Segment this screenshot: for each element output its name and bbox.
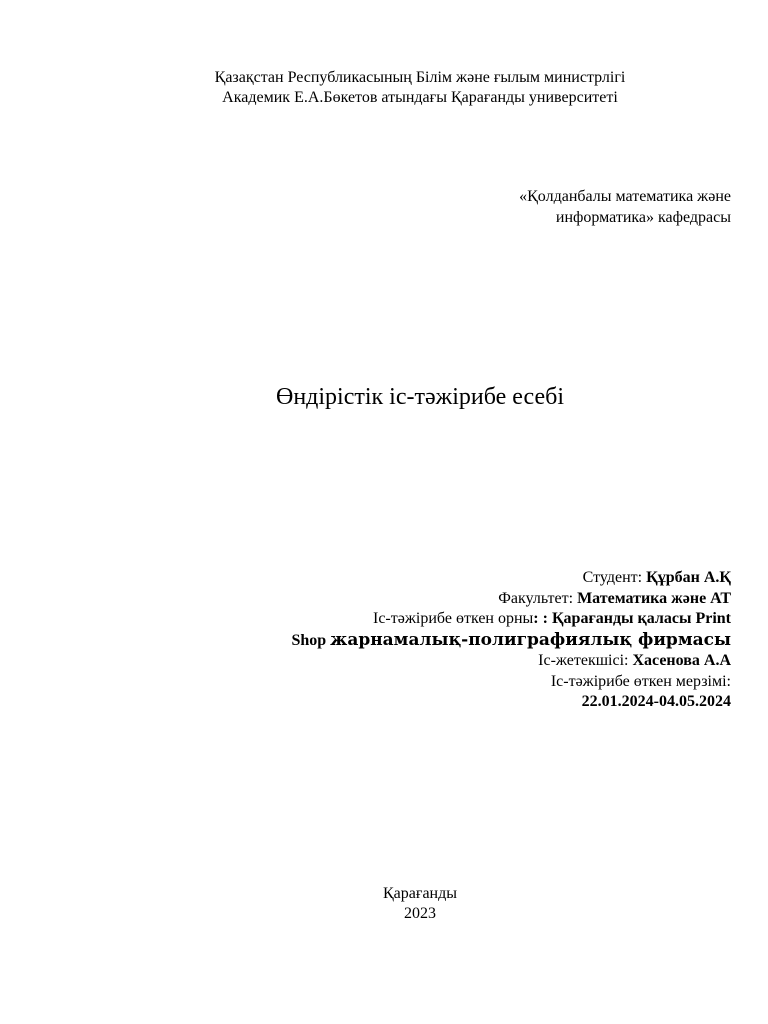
practice-place-value-cont-a: Shop xyxy=(291,631,331,649)
department-line-1: «Қолданбалы математика және xyxy=(519,188,731,205)
department-line-2: информатика» кафедрасы xyxy=(555,209,731,226)
student-row xyxy=(291,568,731,589)
practice-period-label-row xyxy=(291,672,731,693)
practice-period-label: Іс-тәжірибе өткен мерзімі: xyxy=(550,672,731,690)
faculty-value: Математика және АТ xyxy=(577,589,731,607)
practice-place-continuation xyxy=(291,630,731,652)
ministry-name: Қазақстан Республикасының Білім және ғылым министрлігі xyxy=(214,69,626,86)
university-name: Академик Е.А.Бөкетов атындағы Қарағанды университеті xyxy=(222,89,618,106)
supervisor-row xyxy=(291,651,731,672)
department-block xyxy=(519,186,731,228)
practice-period-value: 22.01.2024-04.05.2024 xyxy=(581,693,731,710)
ministry-header xyxy=(0,68,768,108)
practice-place-row xyxy=(291,609,731,630)
student-info-block xyxy=(291,568,731,713)
footer-city: Қарағанды xyxy=(383,885,457,902)
faculty-row xyxy=(291,589,731,610)
supervisor-label: Іс-жетекшісі: xyxy=(538,652,633,669)
student-value: Құрбан А.Қ xyxy=(646,569,731,586)
practice-place-value-cont-b: жарнамалық-полиграфиялық фирмасы xyxy=(330,629,731,650)
supervisor-value: Хасенова А.А xyxy=(632,652,731,669)
practice-place-value: : : Қарағанды қаласы Print xyxy=(533,610,731,627)
practice-period-value-row xyxy=(291,692,731,713)
faculty-label: Факультет: xyxy=(498,589,578,607)
report-title: Өндірістік іс-тәжірибе есебі xyxy=(275,384,564,410)
student-label: Студент: xyxy=(582,569,647,586)
footer-year: 2023 xyxy=(404,905,436,922)
footer-block xyxy=(0,884,768,924)
practice-place-label: Іс-тәжірибе өткен орны xyxy=(373,610,534,627)
